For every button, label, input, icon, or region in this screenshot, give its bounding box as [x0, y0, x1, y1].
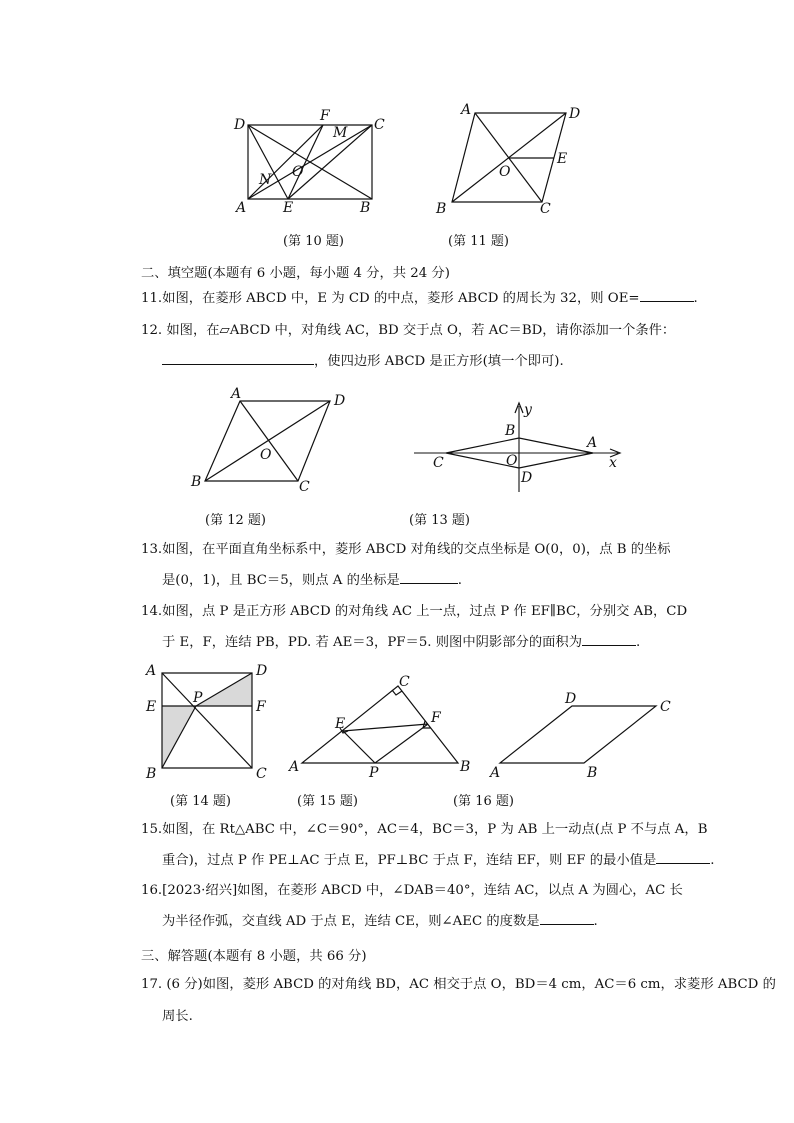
- question-17-line-1: 17. (6 分)如图，菱形 ABCD 的对角线 BD，AC 相交于点 O，BD＝4 cm，AC＝6 cm，求菱形 ABCD 的: [141, 977, 776, 992]
- fig14-label-e: E: [146, 699, 157, 715]
- question-17-line-2: 周长.: [162, 1009, 193, 1024]
- fig13-label-a: A: [587, 435, 598, 451]
- fig12-label-c: C: [299, 479, 310, 495]
- fig14-caption: (第 14 题): [170, 794, 231, 809]
- fig10-label-e: E: [283, 200, 294, 216]
- fig10-label-f: F: [320, 108, 330, 124]
- fig16-label-c: C: [660, 699, 671, 715]
- fig14-label-d: D: [256, 663, 268, 679]
- fig11-label-c: C: [540, 201, 551, 217]
- figure-12: [185, 385, 350, 495]
- fig12-diagonal-bd: [205, 401, 330, 481]
- fig14-label-b: B: [146, 766, 157, 782]
- question-11: [141, 289, 698, 308]
- q14-line-2-text: 于 E，F，连结 PB，PD. 若 AE＝3，PF＝5. 则图中阴影部分的面积为: [162, 635, 583, 650]
- fig12-caption: (第 12 题): [205, 513, 266, 528]
- fig11-label-e: E: [557, 151, 568, 167]
- fig10-label-a: A: [236, 200, 247, 216]
- q13-answer-blank[interactable]: [400, 571, 458, 584]
- fig16-caption: (第 16 题): [453, 794, 514, 809]
- question-16-line-1: 16.[2023·绍兴]如图，在菱形 ABCD 中，∠DAB＝40°，连结 AC，以点 A 为圆心，AC 长: [141, 883, 683, 898]
- q16-line-2-text: 为半径作弧，交直线 AD 于点 E，连结 CE，则∠AEC 的度数是: [162, 914, 540, 929]
- fig10-segment-ef: [288, 125, 323, 199]
- figure-15: [285, 672, 480, 782]
- fig12-diagonal-ac: [240, 401, 298, 481]
- fig13-label-o: O: [506, 453, 518, 469]
- fig14-label-p: P: [193, 690, 203, 706]
- fig10-label-o: O: [292, 164, 304, 180]
- question-14-line-2: [162, 633, 640, 652]
- figure-14: [140, 660, 280, 785]
- q15-line-2-text: 重合)，过点 P 作 PE⊥AC 于点 E，PF⊥BC 于点 F，连结 EF，则 EF 的最小值是: [162, 853, 657, 868]
- fig16-label-d: D: [565, 691, 577, 707]
- fig11-caption: (第 11 题): [448, 234, 509, 249]
- fig12-label-d: D: [334, 393, 346, 409]
- fig11-label-d: D: [569, 106, 581, 122]
- fig11-label-o: O: [499, 164, 511, 180]
- fig12-label-a: A: [231, 386, 242, 402]
- fig15-right-angle-c: [392, 690, 402, 695]
- fig10-caption: (第 10 题): [283, 234, 344, 249]
- question-15-line-1: 15.如图，在 Rt△ABC 中，∠C＝90°，AC＝4，BC＝3，P 为 AB 上一动点(点 P 不与点 A，B: [141, 822, 708, 837]
- figure-10: [225, 100, 395, 220]
- q13-line-2-text: 是(0，1)，且 BC＝5，则点 A 的坐标是: [162, 573, 400, 588]
- question-15-line-2: [162, 851, 714, 870]
- fig14-label-c: C: [256, 766, 267, 782]
- fig13-label-x: x: [609, 455, 617, 471]
- fig16-rhombus: [500, 706, 656, 763]
- q14-answer-blank[interactable]: [582, 633, 636, 646]
- fig14-label-f: F: [256, 699, 266, 715]
- fig15-label-b: B: [460, 759, 471, 775]
- q14-end: .: [636, 635, 641, 650]
- q12-answer-blank[interactable]: [162, 352, 314, 365]
- question-12-line-1: 12. 如图，在▱ABCD 中，对角线 AC，BD 交于点 O，若 AC＝BD，请你添加一个条件：: [141, 323, 676, 338]
- fig15-segment-pf: [375, 724, 428, 763]
- fig15-caption: (第 15 题): [297, 794, 358, 809]
- fig14-label-a: A: [146, 663, 157, 679]
- fig13-label-y: y: [524, 402, 532, 418]
- question-13-line-1: 13.如图，在平面直角坐标系中，菱形 ABCD 对角线的交点坐标是 O(0，0)，点 B 的坐标: [141, 542, 671, 557]
- question-14-line-1: 14.如图，点 P 是正方形 ABCD 的对角线 AC 上一点，过点 P 作 EF∥BC，分别交 AB，CD: [141, 604, 688, 619]
- q15-answer-blank[interactable]: [656, 851, 710, 864]
- fig11-label-b: B: [436, 201, 447, 217]
- q12-line-2-text: ，使四边形 ABCD 是正方形(填一个即可).: [314, 354, 564, 369]
- fig10-label-m: M: [333, 125, 348, 141]
- fig13-label-d: D: [521, 470, 533, 486]
- fig11-label-a: A: [461, 102, 472, 118]
- fig15-label-c: C: [399, 674, 410, 690]
- question-16-line-2: [162, 912, 598, 931]
- fig10-label-n: N: [259, 172, 272, 188]
- q16-answer-blank[interactable]: [540, 912, 594, 925]
- section-3-heading: 三、解答题(本题有 8 小题，共 66 分): [141, 949, 367, 964]
- fig12-label-o: O: [260, 447, 272, 463]
- fig10-label-b: B: [360, 200, 371, 216]
- fig13-label-c: C: [433, 455, 444, 471]
- fig15-label-p: P: [369, 765, 379, 781]
- section-2-heading: 二、填空题(本题有 6 小题，每小题 4 分，共 24 分): [141, 266, 450, 281]
- fig13-label-b: B: [505, 423, 516, 439]
- q11-end: .: [693, 291, 698, 306]
- question-13-line-2: [162, 571, 462, 590]
- fig15-segment-ef: [343, 724, 428, 731]
- fig16-label-b: B: [587, 765, 598, 781]
- fig16-label-a: A: [490, 765, 501, 781]
- q16-end: .: [593, 914, 598, 929]
- fig15-segment-pe: [343, 731, 375, 763]
- q15-end: .: [710, 853, 715, 868]
- fig15-label-f: F: [431, 710, 441, 726]
- figure-11: [430, 98, 590, 220]
- fig10-segment-ec: [288, 125, 372, 199]
- q11-answer-blank[interactable]: [640, 289, 694, 302]
- fig10-label-d: D: [234, 117, 246, 133]
- figure-16: [485, 688, 685, 783]
- fig15-label-a: A: [289, 759, 300, 775]
- fig10-label-c: C: [374, 117, 385, 133]
- question-12-line-2: [162, 352, 564, 371]
- fig12-label-b: B: [191, 474, 202, 490]
- figure-13: [410, 398, 630, 496]
- fig15-label-e: E: [335, 716, 346, 732]
- q13-end: .: [457, 573, 463, 588]
- fig13-caption: (第 13 题): [409, 513, 470, 528]
- q11-text: 11.如图，在菱形 ABCD 中，E 为 CD 的中点，菱形 ABCD 的周长为 32，则 OE=: [141, 291, 640, 306]
